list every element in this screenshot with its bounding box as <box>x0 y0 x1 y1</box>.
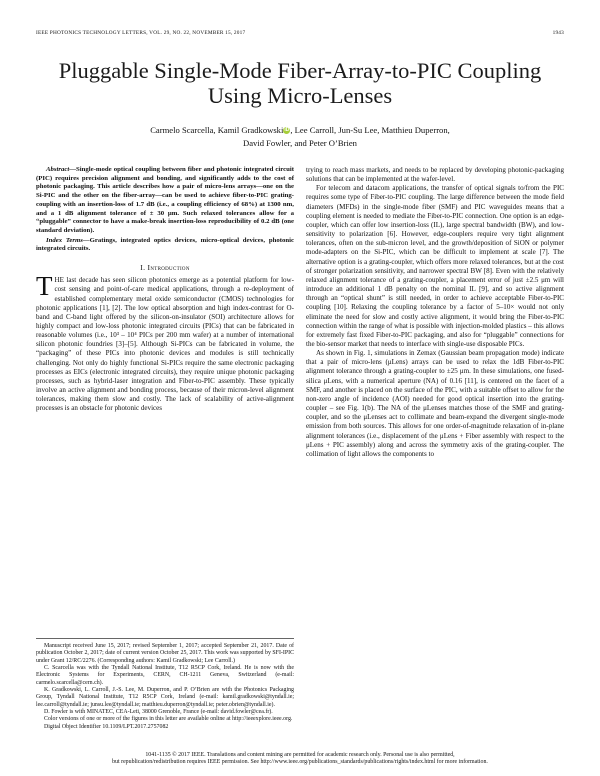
right-paragraph-2: For telecom and datacom applications, the transfer of optical signals to/from the PIC requires some type of Fiber-to-PIC coupling. The large difference between the mode field diameters (MFDs) in the single-mode fiber (SMF) and PIC waveguides means that a coupling element is needed to mediate the Fiber-to-PIC connection. One option is an edge-coupler, which can offer low insertion-loss (IL), large spectral bandwidth (BW), and low-sensitivity to polarization [6]. However, edge-couplers require very tight alignment tolerances, often on the sub-micron level, and the growth/deposition of SiON or polymer mode-adapters on the Si-PIC, which can be difficult to implement at scale [7]. The alternative option is a grating-coupler, which offers more relaxed tolerances, but at the cost of stronger polarization sensitivity, and narrower spectral BW [8]. Even with the relatively relaxed alignment tolerance of a grating-coupler, a placement error of just ±2.5 μm will introduce an additional 1 dB penalty on the nominal IL [9], and so active alignment through an “optical shunt” is still needed, in order to achieve acceptable Fiber-to-PIC coupling [10]. Relaxing the coupling tolerance by a factor of 5–10× would not only eliminate the need for slow and costly active alignment, it would bring the Fiber-to-PIC connection within the range of what is possible with injection-molded plastics – this allows for extremely fast fixed Fiber-to-PIC packaging, and also for “pluggable” connections for the bio-sensor market that needs to interface with single-use disposable PICs. <box>306 184 564 348</box>
paper-title: Pluggable Single-Mode Fiber-Array-to-PIC Coupling Using Micro-Lenses <box>58 58 542 108</box>
authors-line1-b: , Lee Carroll, Jun-Su Lee, Matthieu Duperron, <box>290 125 450 135</box>
index-terms <box>36 237 294 254</box>
footnote-tyndall: K. Gradkowski, L. Carroll, J.-S. Lee, M. Duperron, and P. O’Brien are with the Photonics Packaging Group, Tyndall National Institute, T12 R5CP Cork, Ireland (e-mail: kamil.gradkowski@tyndall.ie; lee.carroll@tyndall.ie; junsu.lee@tyndall.ie; matthieu.duperron@tyndall.ie; peter.obrien@tyndall.ie). <box>36 687 294 708</box>
copyright-notice <box>36 752 564 767</box>
intro-text: HE last decade has seen silicon photonics emerge as a potential platform for low-cost sensing and point-of-care medical applications, through a re-deployment of established complementary metal oxide semiconductor (CMOS) technologies for photonic applications [1], [2]. The low optical absorption and high index-contrast for O-band and C-band light offered by the silicon-on-insulator (SOI) architecture allows for highly compact and low-loss photonic integrated circuits (PICs) that can be fabricated in reasonable volumes (i.e., 10³ – 10⁴ PICs per 200 mm wafer) at a number of international silicon photonic foundries [3]–[5]. Although Si-PICs can be fabricated in volume, the “packaging” of these PICs into photonic devices and modules is still technically challenging. Not only do highly functional Si-PICs require the same electronic packaging processes as EICs (electronic integrated circuits), they require unique photonic packaging processes, such as hybrid-laser integration and Fiber-to-PIC assembly. These typically involve an active alignment and bonding process, because of their micron-level alignment tolerances, making them slow and costly. The lack of scalability of active-alignment processes is an obstacle for photonic devices <box>36 276 294 413</box>
footnote-scarcella: C. Scarcella was with the Tyndall National Institute, T12 R5CP Cork, Ireland. He is now with the Electronic Systems for Experiments, CERN, CH-1211 Geneva, Switzerland (e-mail: carmelo.scarcella@cern.ch). <box>36 665 294 686</box>
index-terms-label: Index Terms— <box>46 236 90 244</box>
index-terms-text: Gratings, integrated optics devices, micro-optical devices, photonic integrated circuits. <box>36 236 294 253</box>
right-paragraph-1: trying to reach mass markets, and needs to be replaced by developing photonic-packaging solutions that can be implemented at the wafer-level. <box>306 166 564 184</box>
page-number: 1943 <box>552 30 564 36</box>
right-column <box>306 166 564 459</box>
section-heading-introduction: I. Introduction <box>140 263 190 273</box>
copyright-line2: but republication/redistribution requires IEEE permission. See http://www.ieee.org/publications_standards/publications/rights/index.html for more information. <box>112 759 488 766</box>
authors-line1-a: Carmelo Scarcella, Kamil Gradkowski <box>150 125 284 135</box>
abstract-text: Single-mode optical coupling between fiber and photonic integrated circuit (PIC) requires precision alignment and bonding, and significantly adds to the cost of photonic packaging. This article describes how a pair of micro-lens arrays—one on the Si-PIC and the other on the fiber-array—can be used to achieve fiber-to-PIC grating-coupling with an insertion-loss of 1.7 dB (i.e., a coupling efficiency of 68%) at 1300 nm, and a 1 dB alignment tolerance of ± 30 μm. Such relaxed tolerances allow for a “pluggable” connector to have a make-break insertion-loss reproducibility of 0.2 dB (one standard deviation). <box>36 166 294 234</box>
copyright-line1: 1041-1135 © 2017 IEEE. Translations and content mining are permitted for academic research only. Personal use is also permitted, <box>145 752 455 758</box>
right-paragraph-3: As shown in Fig. 1, simulations in Zemax (Gaussian beam propagation mode) indicate that a pair of micro-lens (μLens) arrays can be used to relax the 1dB Fiber-to-PIC alignment tolerance through a grating-coupler to ±25 μm. In these simulations, one fused-silica μLens, with a numerical aperture (NA) of 0.16 [11], is centered on the facet of a SMF, and another is placed on the surface of the PIC, with a suitable offset to allow for the non-zero angle of incidence (AOI) needed for good optical insertion into the grating-coupler – see Fig. 1(b). The NA of the μLenses matches those of the SMF and grating-coupler, and so the μLenses act to collimate and beam-expand the divergent single-mode emission from both sources. This allows for one order-of-magnitude relaxation of in-plane alignment tolerances (i.e., displacement of the μLens + Fiber assembly with respect to the μLens + PIC assembly) along and across the symmetry axis of the grating-coupler. The collimation of light allows the components to <box>306 349 564 458</box>
footnote-color: Color versions of one or more of the figures in this letter are available online at http://ieeexplore.ieee.org. <box>44 716 293 723</box>
abstract-label: Abstract— <box>46 166 77 173</box>
journal-header: IEEE PHOTONICS TECHNOLOGY LETTERS, VOL. 29, NO. 22, NOVEMBER 15, 2017 <box>36 30 246 36</box>
orcid-icon[interactable]: iD <box>284 127 290 133</box>
abstract <box>36 166 294 236</box>
intro-paragraph <box>36 271 294 413</box>
footnote-manuscript: Manuscript received June 15, 2017; revised September 1, 2017; accepted September 21, 2017. Date of publication October 2, 2017; date of current version October 25, 2017. This work was supported by SFI-IPIC under Grant 12/RC/2276. (Corresponding authors: Kamil Gradkowski; Lee Carroll.) <box>36 643 294 664</box>
footnote-fowler: D. Fowler is with MINATEC, CEA-Leti, 38000 Grenoble, France (e-mail: david.fowler@cea.fr). <box>44 709 273 716</box>
footnote-doi: Digital Object Identifier 10.1109/LPT.2017.2757082 <box>44 723 169 730</box>
left-column <box>36 166 294 414</box>
authors-line2: David Fowler, and Peter O’Brien <box>243 137 357 148</box>
footnotes <box>36 638 294 731</box>
author-list <box>90 124 510 149</box>
running-header <box>36 30 564 40</box>
drop-cap: T <box>36 271 53 302</box>
